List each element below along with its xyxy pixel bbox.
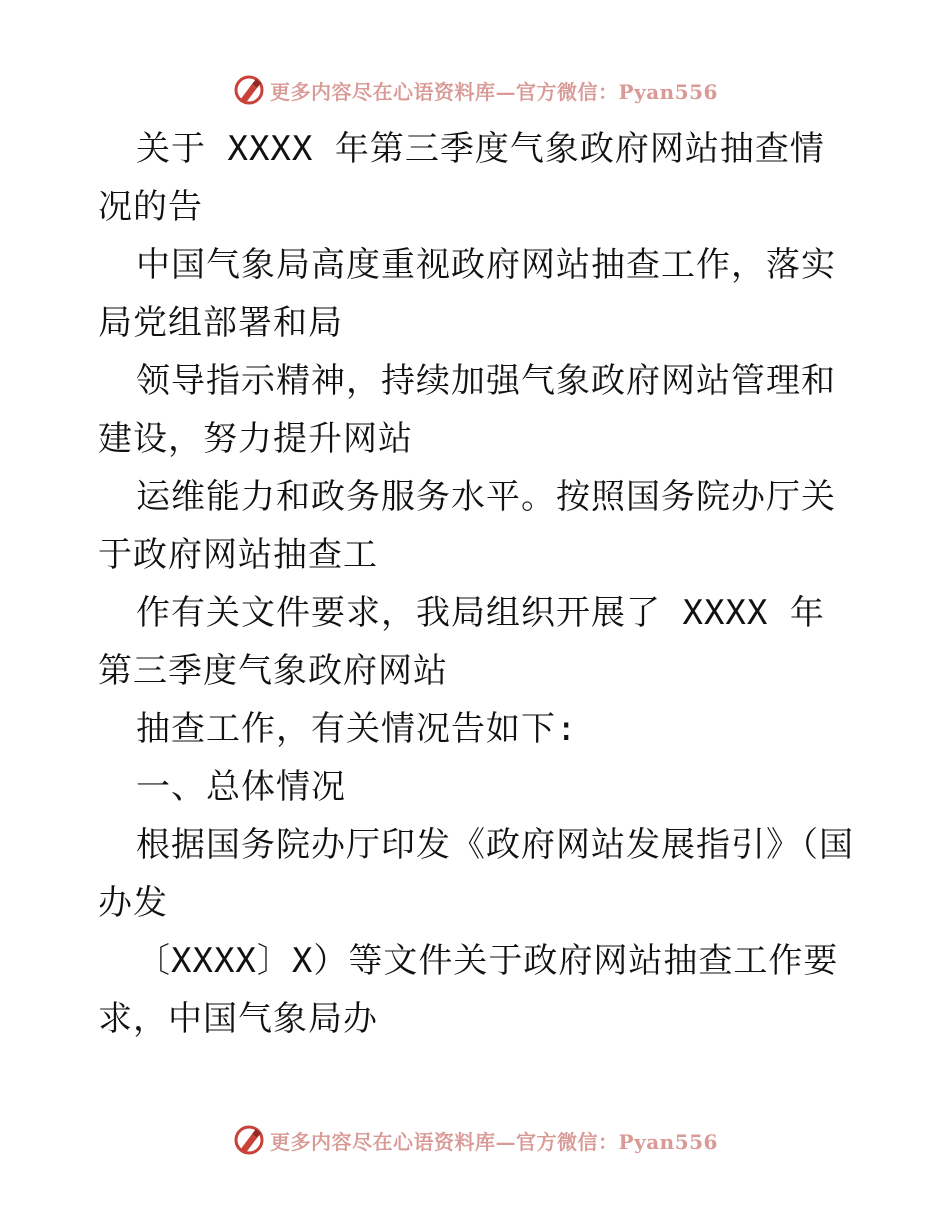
section-heading: 一、总体情况 <box>136 767 346 807</box>
document-body <box>98 120 858 1048</box>
paragraph: 领导指示精神，持续加强气象政府网站管理和建设，努力提升网站 <box>98 361 836 459</box>
pen-circle-logo-icon <box>232 1123 266 1157</box>
paragraph: 中国气象局高度重视政府网站抽查工作，落实局党组部署和局 <box>98 245 836 343</box>
paragraph: 抽查工作，有关情况告如下: <box>136 709 578 749</box>
paragraph: 根据国务院办厅印发《政府网站发展指引》（国办发 <box>98 825 854 923</box>
footer-watermark <box>0 1120 950 1160</box>
watermark-text: 更多内容尽在心语资料库—官方微信：Pyan556 <box>270 79 718 104</box>
header-watermark <box>0 70 950 110</box>
watermark-text: 更多内容尽在心语资料库—官方微信：Pyan556 <box>270 1129 718 1154</box>
paragraph: 〔XXXX〕X）等文件关于政府网站抽查工作要求，中国气象局办 <box>98 941 839 1039</box>
document-title: 关于 XXXX 年第三季度气象政府网站抽查情况的告 <box>98 129 825 227</box>
paragraph: 作有关文件要求，我局组织开展了 XXXX 年第三季度气象政府网站 <box>98 593 825 691</box>
pen-circle-logo-icon <box>232 73 266 107</box>
paragraph: 运维能力和政务服务水平。按照国务院办厅关于政府网站抽查工 <box>98 477 836 575</box>
